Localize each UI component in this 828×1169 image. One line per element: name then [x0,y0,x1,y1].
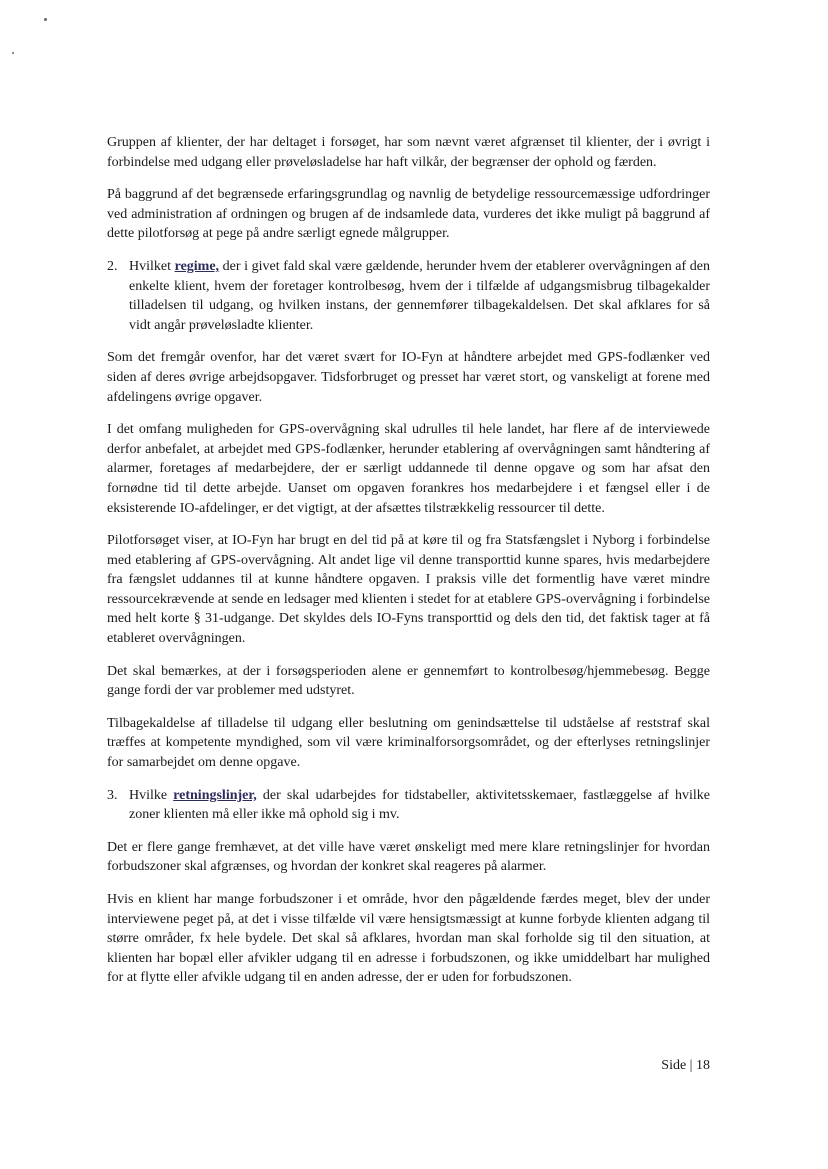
paragraph: I det omfang muligheden for GPS-overvågning skal udrulles til hele landet, har flere af de interviewede derfor anbefalet, at arbejdet med GPS-fodlænker, herunder etablering af overvågningen samt håndtering af alarmer, foretages af medarbejdere, der er særligt uddannede til denne opgave og som har afsat den fornødne tid til dette arbejde. Uanset om opgaven forankres hos medarbejdere i et fængsel eller i de eksisterende IO-afdelinger, er det vigtigt, at der afsættes tilstrækkelig ressourcer til dette. [107,422,710,516]
scan-speck [12,52,14,54]
scan-speck [44,18,47,21]
paragraph: Det er flere gange fremhævet, at det ville have været ønskeligt med mere klare retningslinjer for hvordan forbudszoner skal afgrænses, og hvordan der konkret skal reageres på alarmer. [107,839,710,875]
item-keyword: retningslinjer, [173,787,257,803]
paragraph: Det skal bemærkes, at der i forsøgsperioden alene er gennemført to kontrolbesøg/hjemmebesøg. Begge gange fordi der var problemer med udstyret. [107,663,710,699]
item-text: der i givet fald skal være gældende, herunder hvem der etablerer overvågningen af den enkelte klient, hvem der foretager kontrolbesøg, hvem der i tilfælde af udgangsmisbrug tilbagekalder tilladelsen til udgang, og hvilken instans, der gennemfører tilbagekaldelsen. Det skal afklares for så vidt angår prøveløsladte klienter. [129,258,710,333]
item-number: 3. [107,787,118,803]
paragraph: Tilbagekaldelse af tilladelse til udgang eller beslutning om genindsættelse til udståelse af reststraf skal træffes at kompetente myndighed, som vil være kriminalforsorgsområdet, og der efterlyses retningslinjer for samarbejdet om denne opgave. [107,715,710,771]
item-number: 2. [107,258,118,274]
paragraph: Som det fremgår ovenfor, har det været svært for IO-Fyn at håndtere arbejdet med GPS-fodlænker ved siden af deres øvrige arbejdsopgaver. Tidsforbruget og presset har været stort, og vanskeligt at forene med afdelingens øvrige opgaver. [107,350,710,405]
paragraph: Hvis en klient har mange forbudszoner i et område, hvor den pågældende færdes meget, blev der under interviewene peget på, at det i visse tilfælde vil være hensigtsmæssigt at kunne forbyde klienten adgang til større områder, fx hele bydele. Det skal så afklares, hvordan man skal forholde sig til den situation, at klienten har bopæl eller afvikler udgang til en adresse i forbudszonen, og ikke umiddelbart har mulighed for at flytte eller afvikle udgang til en anden adresse, der er uden for forbudszonen. [107,892,710,986]
page-number: Side | 18 [661,1058,710,1073]
numbered-item-2 [107,257,710,335]
numbered-item-3 [107,786,710,825]
body-text [107,133,710,1001]
item-text: der skal udarbejdes for tidstabeller, aktivitetsskemaer, fastlæggelse af hvilke zoner klienten må eller ikke må ophold sig i mv. [129,787,711,823]
paragraph: På baggrund af det begrænsede erfaringsgrundlag og navnlig de betydelige ressourcemæssige udfordringer ved administration af ordningen og brugen af de indsamlede data, vurderes det ikke muligt på baggrund af dette pilotforsøg at pege på andre særligt egnede målgrupper. [107,187,710,242]
item-keyword: regime, [174,258,220,274]
paragraph: Gruppen af klienter, der har deltaget i forsøget, har som nævnt været afgrænset til klienter, der i øvrigt i forbindelse med udgang eller prøveløsladelse har haft vilkår, der begrænser der ophold og færden. [107,135,710,170]
item-text: Hvilket [129,258,175,274]
item-text: Hvilke [129,787,174,803]
paragraph: Pilotforsøget viser, at IO-Fyn har brugt en del tid på at køre til og fra Statsfængslet i Nyborg i forbindelse med etablering af GPS-overvågning. Alt andet lige vil denne transporttid kunne spares, hvis medarbejdere fra fængslet uddannes til at kunne håndtere opgaven. I praksis ville det formentlig have været mindre ressourcekrævende at sende en ledsager med klienten i stedet for at etablere GPS-overvågning i forbindelse med helt korte § 31-udgange. Det skyldes dels IO-Fyns transporttid og dels den tid, det faktisk tager at få etableret overvågningen. [107,533,710,647]
